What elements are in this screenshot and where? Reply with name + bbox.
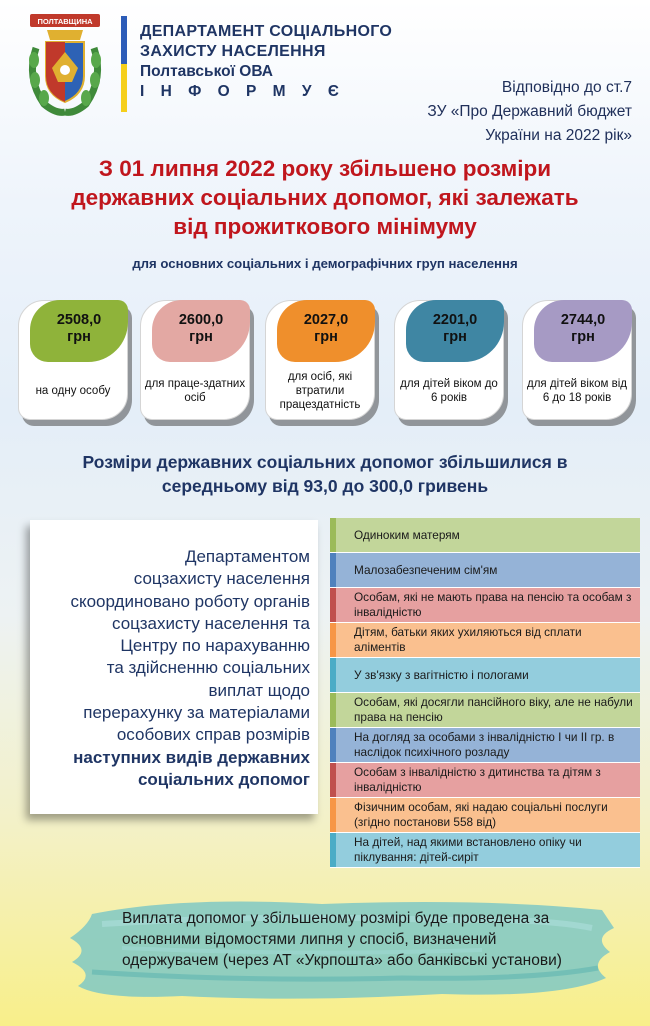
card-label: для дітей віком до 6 років [400, 378, 498, 404]
reference-line: Відповідно до ст.7 [501, 79, 632, 96]
department-line: ДЕПАРТАМЕНТ СОЦІАЛЬНОГО [140, 23, 393, 40]
subtitle: для основних соціальних і демографічних груп населення [132, 256, 518, 271]
card-label: для дітей віком від 6 до 18 років [527, 378, 627, 404]
main-title [0, 154, 650, 241]
category-text: На догляд за особами з інвалідністю І чи ІІ гр. в наслідок психічного розладу [354, 730, 615, 759]
category-list [330, 518, 640, 868]
increase-line: середньому від 93,0 до 300,0 гривень [161, 476, 489, 496]
title-line: державних соціальних допомог, які залежать [71, 185, 579, 210]
list-item [330, 518, 640, 553]
card-amount [406, 312, 504, 346]
panel-line-bold: наступних видів державних [73, 747, 310, 767]
card-amount [30, 312, 128, 346]
category-text: На дітей, над якими встановлено опіку чи піклування: дітей-сиріт [354, 835, 582, 864]
panel-line-bold: соціальних допомог [137, 769, 310, 789]
department-region: Полтавської ОВА [140, 63, 273, 80]
panel-text [40, 546, 310, 791]
coordination-panel [30, 520, 318, 814]
list-item [330, 833, 640, 868]
category-text: Фізичним особам, які надаю соціальні послуги (згідно постанови 558 від) [354, 800, 608, 829]
increase-line: Розміри державних соціальних допомог збільшилися в [82, 452, 568, 472]
reference-line: ЗУ «Про Державний бюджет [427, 103, 632, 120]
crest-icon [22, 8, 108, 118]
payment-note: Виплата допомог у збільшеному розмірі буде проведена за основними відомостями липня у спосіб, визначений одержувачем (через АТ «Укрпошта» або банківські установи) [122, 910, 562, 969]
card-amount [277, 312, 375, 346]
category-text: Дітям, батьки яких ухиляються від сплати аліментів [354, 625, 582, 654]
list-item [330, 588, 640, 623]
list-item [330, 658, 640, 693]
amount-card [265, 300, 379, 426]
panel-line: скоординовано роботу органів [70, 591, 310, 611]
panel-line: та здійсненню соціальних [106, 658, 310, 678]
amount-card [140, 300, 254, 426]
panel-line: Департаментом [184, 547, 310, 566]
amount-value: 2508,0 [56, 312, 102, 328]
panel-line: особових справ розмірів [116, 725, 310, 745]
category-text: Малозабезпеченим сім'ям [354, 562, 498, 577]
legal-reference [312, 76, 632, 148]
department-line: ЗАХИСТУ НАСЕЛЕННЯ [140, 43, 326, 60]
list-item [330, 693, 640, 728]
increase-headline [0, 450, 650, 498]
amount-unit: грн [443, 329, 467, 345]
amount-value: 2201,0 [432, 312, 478, 328]
amount-unit: грн [67, 329, 91, 345]
list-item [330, 798, 640, 833]
panel-line: соцзахисту населення [133, 569, 310, 589]
amount-value: 2600,0 [178, 312, 224, 328]
panel-line: Центру по нарахуванню [120, 636, 310, 656]
card-amount [534, 312, 632, 346]
informs-label: І Н Ф О Р М У Є [140, 83, 345, 100]
reference-line: України на 2022 рік» [485, 127, 632, 144]
category-text: Особам, які не мають права на пенсію та особам з інвалідністю [354, 590, 632, 619]
crest-banner-text: ПОЛТАВЩИНА [37, 17, 93, 26]
amount-value: 2744,0 [560, 312, 606, 328]
amount-value: 2027,0 [303, 312, 349, 328]
amount-unit: грн [314, 329, 338, 345]
amount-card [18, 300, 132, 426]
panel-line: перерахунку за матеріалами [83, 703, 310, 723]
amount-card [522, 300, 636, 426]
amount-unit: грн [189, 329, 213, 345]
panel-line: виплат щодо [208, 680, 310, 700]
card-amount [152, 312, 250, 346]
category-text: Одиноким матерям [354, 527, 460, 542]
list-item [330, 553, 640, 588]
title-line: З 01 липня 2022 року збільшено розміри [98, 156, 552, 181]
card-label: для осіб, які втратили працездатність [279, 371, 361, 411]
title-line: від прожиткового мінімуму [173, 214, 477, 239]
amount-unit: грн [571, 329, 595, 345]
list-item [330, 623, 640, 658]
amount-card [394, 300, 508, 426]
category-text: Особам, які досягли пансійного віку, але не набули права на пенсію [354, 695, 633, 724]
card-label: на одну особу [35, 385, 111, 397]
category-text: У зв'язку з вагітністю і пологами [354, 667, 529, 682]
card-label: для праце-здатних осіб [144, 378, 246, 404]
list-item [330, 763, 640, 798]
list-item [330, 728, 640, 763]
category-text: Особам з інвалідністю з дитинства та дітям з інвалідністю [354, 765, 601, 794]
flag-bar [121, 16, 127, 112]
panel-line: соцзахисту населення та [112, 613, 310, 633]
